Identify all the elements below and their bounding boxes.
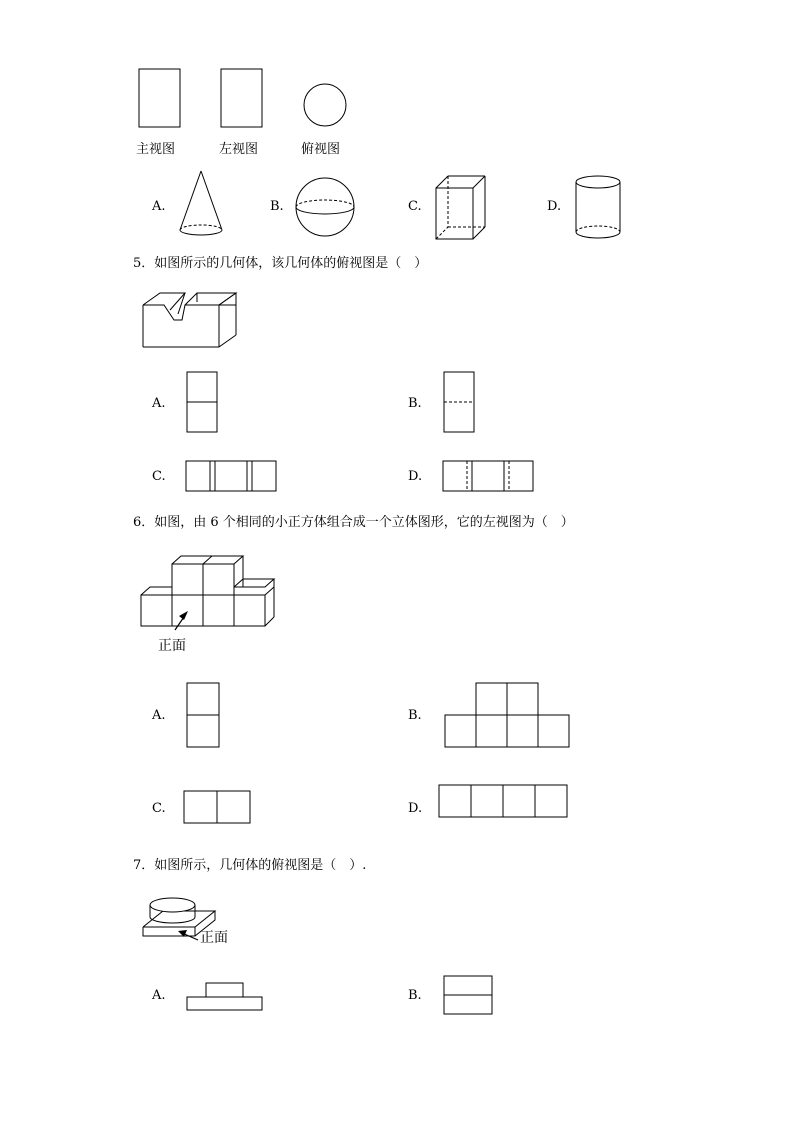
- q5-option-b-figure: [443, 371, 477, 435]
- q5-option-c-label: C.: [152, 469, 166, 484]
- q6-option-c-label: C.: [152, 801, 166, 816]
- q5-option-a-label: A.: [152, 396, 166, 411]
- q6-option-a-label: A.: [152, 708, 166, 723]
- q5-option-b-label: B.: [408, 396, 422, 411]
- front-view-label: 主视图: [136, 142, 176, 157]
- q5-option-a-figure: [186, 371, 220, 435]
- question-7-stem: 7．如图所示，几何体的俯视图是（ ）.: [133, 858, 367, 873]
- q7-option-a-label: A.: [152, 988, 166, 1003]
- q4-option-c-label: C.: [408, 199, 422, 214]
- question-6-stem: 6．如图，由 6 个相同的小正方体组合成一个立体图形，它的左视图为（ ）: [133, 515, 574, 530]
- q5-option-d-figure: [442, 460, 536, 494]
- cuboid-option-figure: [433, 172, 489, 242]
- q6-front-label: 正面: [158, 638, 186, 654]
- q6-option-b-figure: [444, 682, 572, 750]
- top-view-label: 俯视图: [301, 142, 341, 157]
- left-view-figure: [218, 66, 266, 130]
- q7-front-label: 正面: [200, 930, 228, 946]
- q4-option-b-label: B.: [270, 199, 284, 214]
- left-view-label: 左视图: [219, 142, 259, 157]
- cylinder-option-figure: [573, 172, 627, 242]
- notched-block-figure: [140, 290, 242, 350]
- front-view-figure: [136, 66, 184, 130]
- q5-option-d-label: D.: [408, 469, 423, 484]
- q6-option-b-label: B.: [408, 708, 422, 723]
- top-view-figure: [300, 82, 350, 130]
- q4-option-a-label: A.: [152, 199, 166, 214]
- q7-option-b-figure: [443, 975, 497, 1019]
- q6-option-a-figure: [186, 682, 222, 750]
- q5-option-c-figure: [185, 460, 279, 494]
- sphere-option-figure: [294, 176, 358, 240]
- q6-option-d-figure: [438, 784, 572, 820]
- q6-option-c-figure: [183, 790, 253, 826]
- q6-option-d-label: D.: [408, 801, 423, 816]
- cone-option-figure: [176, 168, 228, 240]
- q4-option-d-label: D.: [547, 199, 562, 214]
- question-5-stem: 5．如图所示的几何体，该几何体的俯视图是（ ）: [133, 256, 428, 271]
- six-cubes-figure: [138, 553, 280, 633]
- q7-option-a-figure: [185, 981, 265, 1013]
- q7-option-b-label: B.: [408, 988, 422, 1003]
